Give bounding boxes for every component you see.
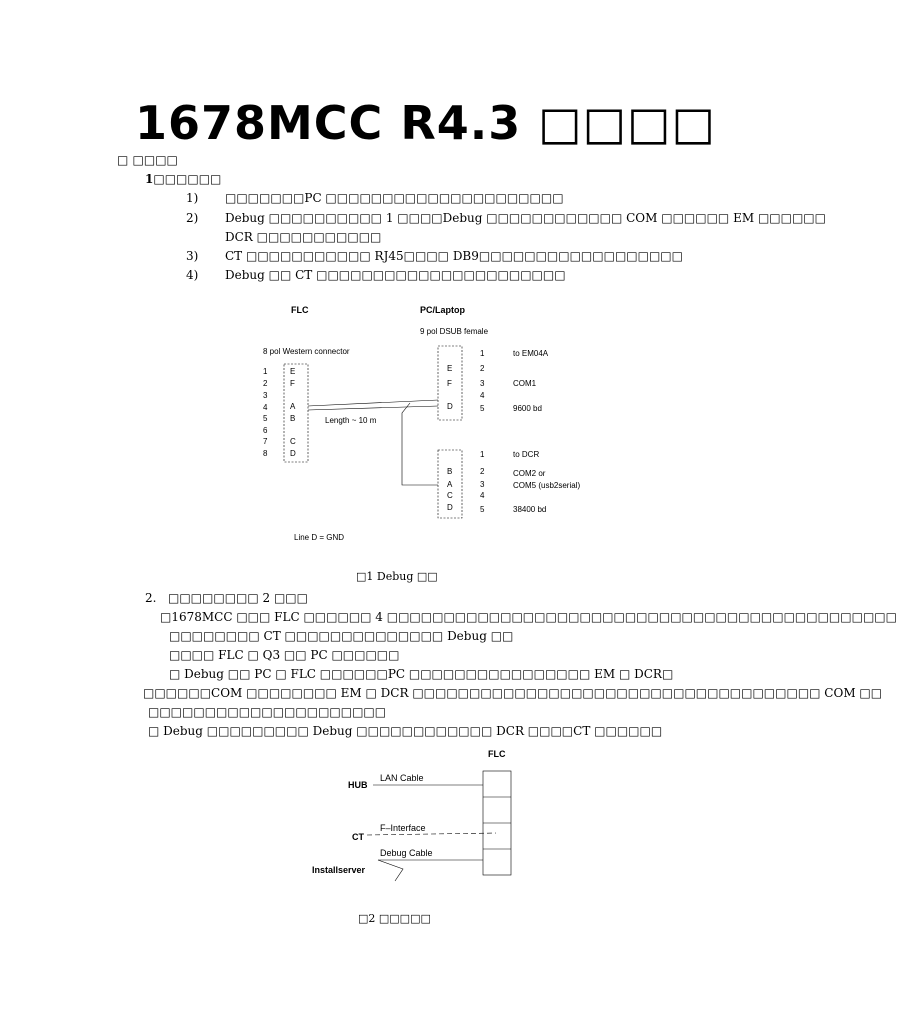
pin-number: 5 xyxy=(263,414,268,423)
pin-number: 1 xyxy=(480,349,485,358)
pin-letter: B xyxy=(290,414,296,423)
list-item-number: 4) xyxy=(186,268,199,282)
connector-note: 38400 bd xyxy=(513,505,547,514)
debug-cable-diagram xyxy=(250,300,590,550)
paragraph-line: □□□□ FLC □ Q3 □□ PC □□□□□□ xyxy=(169,648,400,662)
pin-number: 5 xyxy=(480,505,485,514)
pin-number: 2 xyxy=(480,364,485,373)
pin-letter: D xyxy=(447,402,453,411)
figure-caption: □2 □□□□□ xyxy=(358,912,431,925)
pin-number: 2 xyxy=(480,467,485,476)
paragraph-line: □ Debug □□□□□□□□□ Debug □□□□□□□□□□□□ DCR □□□□CT □□□□□□ xyxy=(148,724,663,738)
pin-letter: A xyxy=(290,402,296,411)
page-title: 1678MCC R4.3 □□□□ xyxy=(135,96,717,150)
pin-number: 1 xyxy=(480,450,485,459)
hub-label: HUB xyxy=(348,780,368,790)
pin-number: 2 xyxy=(263,379,268,388)
pin-number: 4 xyxy=(480,491,485,500)
pin-number: 1 xyxy=(263,367,268,376)
pin-letter: E xyxy=(290,367,296,376)
list-item: Debug □□□□□□□□□□ 1 □□□□Debug □□□□□□□□□□□□ COM □□□□□□ EM □□□□□□ xyxy=(225,211,826,225)
pin-number: 5 xyxy=(480,404,485,413)
diagram-pc-label: PC/Laptop xyxy=(420,305,465,315)
paragraph-line: □□□□□□□□□□□□□□□□□□□□□ xyxy=(148,705,387,719)
pin-letter: E xyxy=(447,364,453,373)
pin-number: 3 xyxy=(263,391,268,400)
subsection-heading: 1□□□□□□ xyxy=(145,172,222,186)
connection-diagram xyxy=(300,745,530,895)
paragraph-line: □ Debug □□ PC □ FLC □□□□□□PC □□□□□□□□□□□□□□□□ EM □ DCR□ xyxy=(169,667,674,681)
pin-number: 4 xyxy=(263,403,268,412)
pin-number: 8 xyxy=(263,449,268,458)
pin-number: 4 xyxy=(480,391,485,400)
flc-connector xyxy=(284,364,308,462)
connector-note: to DCR xyxy=(513,450,540,459)
pin-number: 7 xyxy=(263,437,268,446)
list-item: CT □□□□□□□□□□□ RJ45□□□□ DB9□□□□□□□□□□□□□□□□□□ xyxy=(225,249,683,263)
pin-letter: C xyxy=(447,491,453,500)
ct-label: CT xyxy=(352,832,364,842)
pin-letter: F xyxy=(447,379,452,388)
pin-number: 3 xyxy=(480,379,485,388)
cable-line xyxy=(308,406,438,410)
lan-cable-label: LAN Cable xyxy=(380,773,424,783)
debug-cable-label: Debug Cable xyxy=(380,848,433,858)
installserver-label: Installserver xyxy=(312,865,366,875)
figure-caption: □1 Debug □□ xyxy=(356,570,438,583)
section-heading: □□□□□□□□ 2 □□□ xyxy=(168,591,308,605)
cable-line xyxy=(308,400,438,406)
paragraph-line: □1678MCC □□□ FLC □□□□□□ 4 □□□□□□□□□□□□□□□□□□□□□□□□□□□□□□□□□□□□□□□□□□□□□ xyxy=(160,610,897,624)
pin-letter: C xyxy=(290,437,296,446)
pin-letter: D xyxy=(447,503,453,512)
pin-number: 6 xyxy=(263,426,268,435)
diagram-western-label: 8 pol Western connector xyxy=(263,347,350,356)
list-item-continuation: DCR □□□□□□□□□□□ xyxy=(225,230,382,244)
cable-length-label: Length ~ 10 m xyxy=(325,416,377,425)
pin-letter: B xyxy=(447,467,453,476)
list-item: □□□□□□□PC □□□□□□□□□□□□□□□□□□□□□ xyxy=(225,191,564,205)
section-heading: □ □□□□ xyxy=(117,153,178,167)
list-item: Debug □□ CT □□□□□□□□□□□□□□□□□□□□□□ xyxy=(225,268,566,282)
pin-number: 3 xyxy=(480,480,485,489)
connector-note: COM2 or xyxy=(513,469,546,478)
list-item-number: 2) xyxy=(186,211,199,225)
diagram-flc-label: FLC xyxy=(488,749,506,759)
f-interface-label: F–Interface xyxy=(380,823,426,833)
cable-branch xyxy=(402,403,438,485)
gnd-note: Line D = GND xyxy=(294,533,345,542)
diagram-flc-label: FLC xyxy=(291,305,309,315)
connector-note: to EM04A xyxy=(513,349,549,358)
pin-letter: F xyxy=(290,379,295,388)
pin-letter: A xyxy=(447,480,453,489)
paragraph-line: □□□□□□COM □□□□□□□□ EM □ DCR □□□□□□□□□□□□□□□□□□□□□□□□□□□□□□□□□□□□ COM □□ xyxy=(143,686,883,700)
list-item-number: 3) xyxy=(186,249,199,263)
connector-note: 9600 bd xyxy=(513,404,542,413)
section-number: 2. xyxy=(145,591,157,605)
connector-note: COM5 (usb2serial) xyxy=(513,481,581,490)
connector-note: COM1 xyxy=(513,379,537,388)
list-item-number: 1) xyxy=(186,191,199,205)
f-interface-line xyxy=(367,833,496,835)
pin-letter: D xyxy=(290,449,296,458)
paragraph-line: □□□□□□□□ CT □□□□□□□□□□□□□□ Debug □□ xyxy=(169,629,514,643)
diagram-dsub-label: 9 pol DSUB female xyxy=(420,327,489,336)
